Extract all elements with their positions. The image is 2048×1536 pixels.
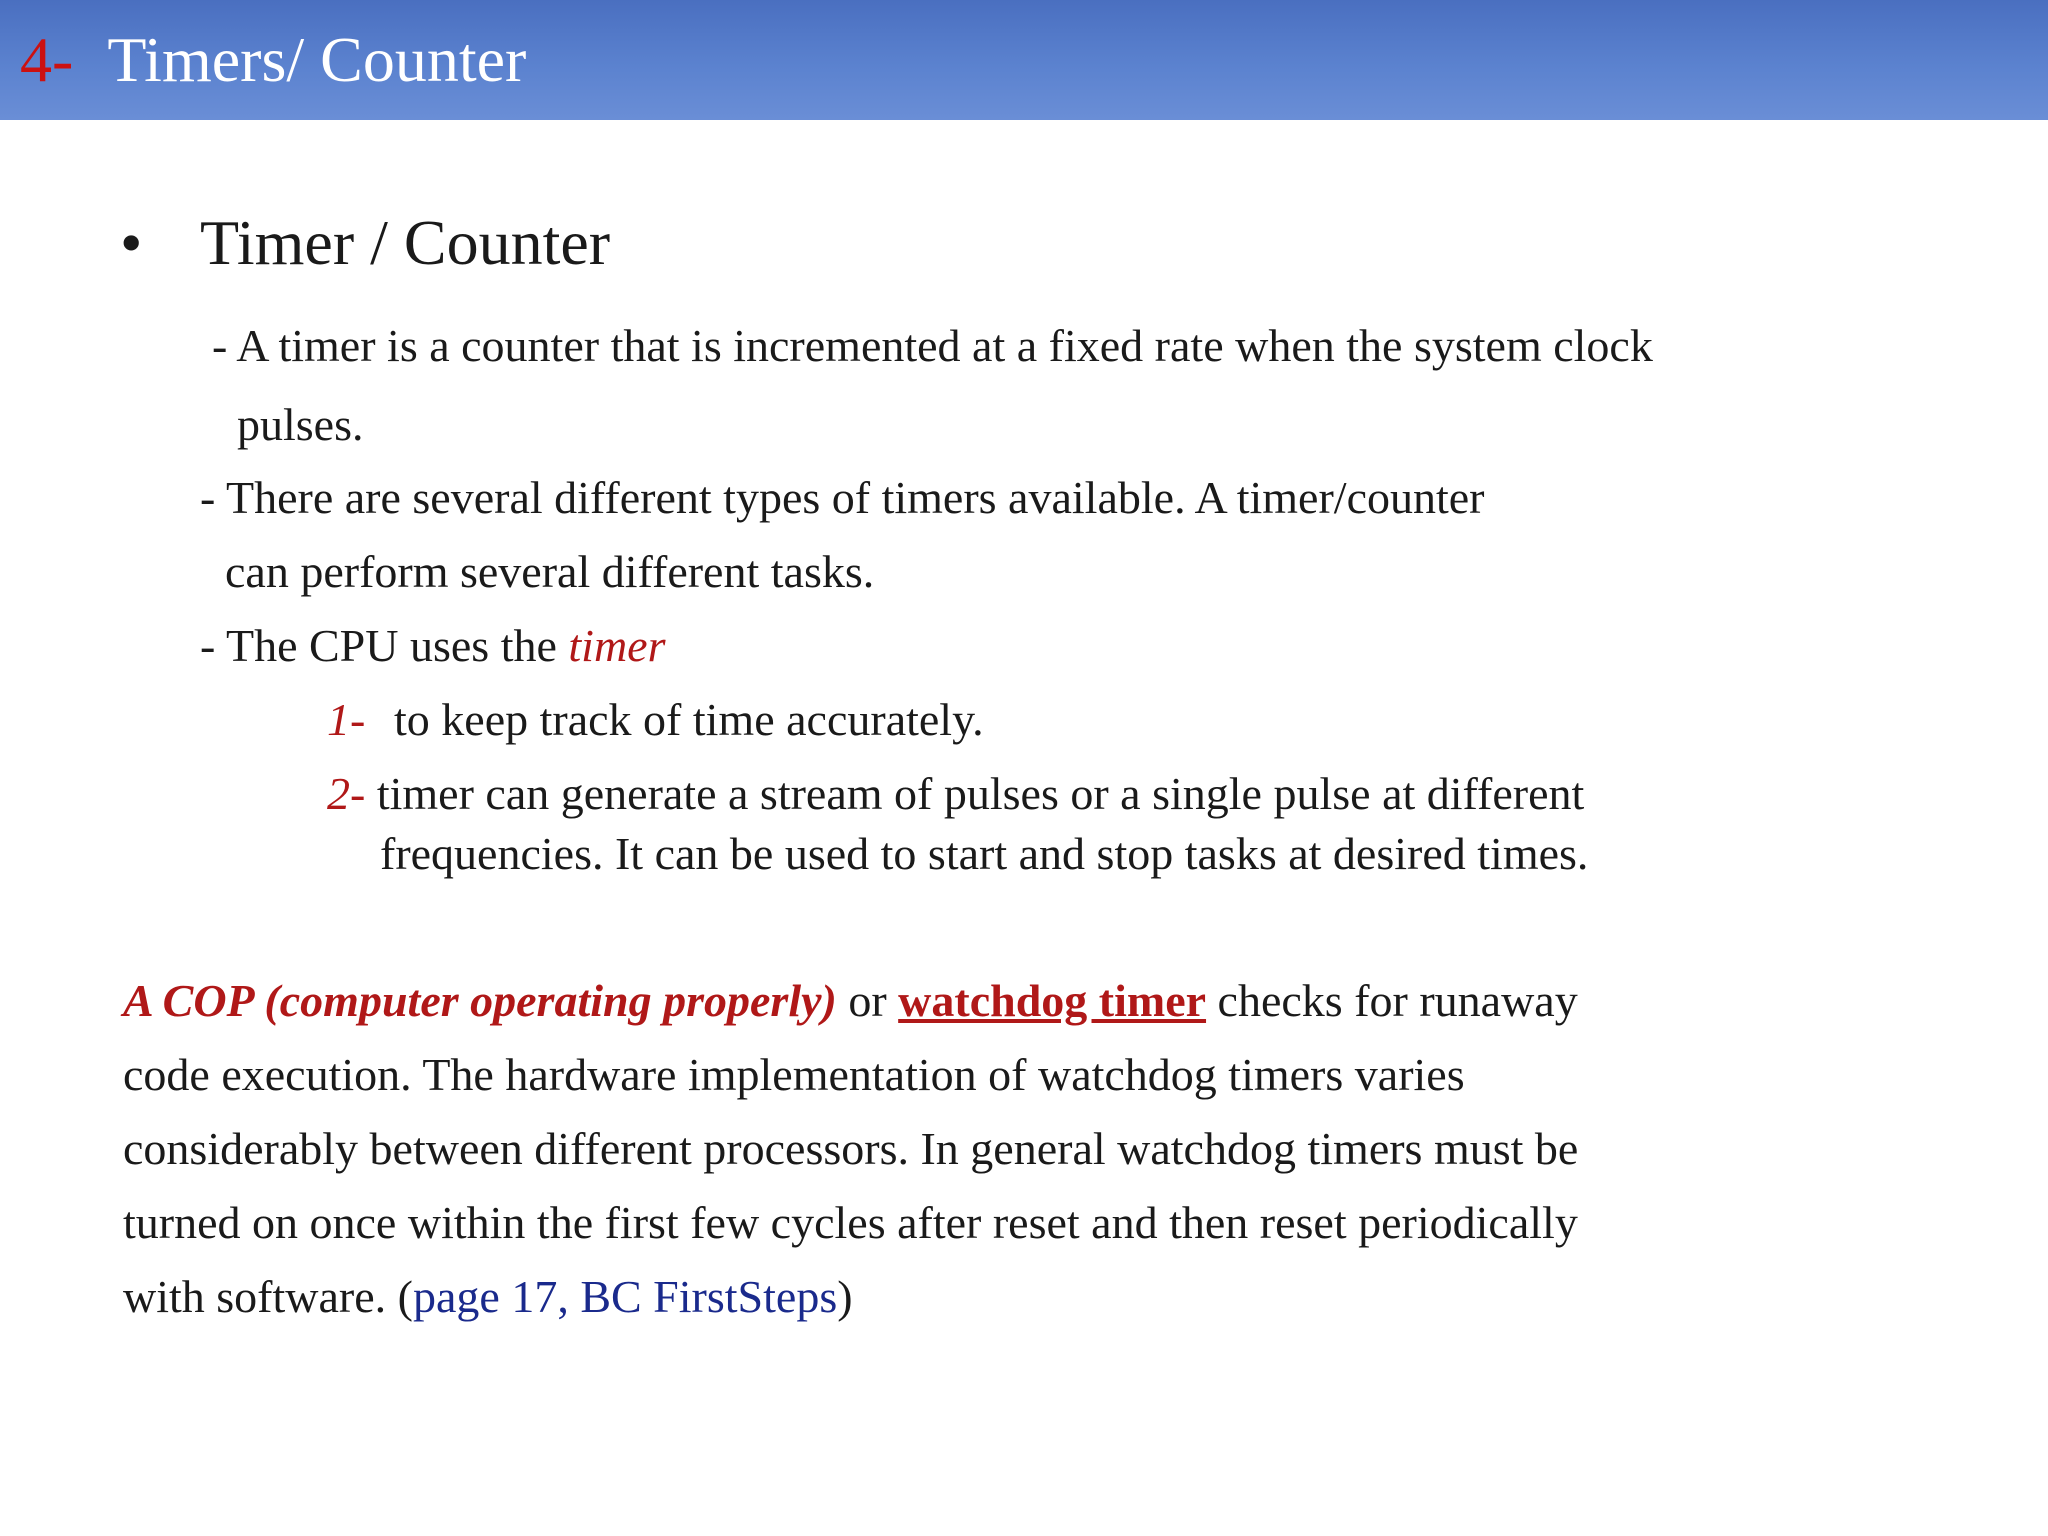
- watchdog-line-5: [123, 1269, 853, 1325]
- bullet-heading: [120, 205, 610, 281]
- point-1-line-2: pulses.: [237, 399, 364, 450]
- point-3-emphasis: timer: [568, 620, 666, 671]
- slide-title: [20, 22, 526, 98]
- or-word: or: [836, 975, 899, 1026]
- point-3-prefix: - The CPU uses the: [200, 620, 569, 671]
- sub-item-2-line-1: [327, 766, 1584, 822]
- watchdog-line-5-suffix: ): [837, 1271, 853, 1322]
- point-2-line-2: can perform several different tasks.: [225, 546, 875, 597]
- watchdog-line-1-rest: checks for runaway: [1206, 975, 1578, 1026]
- title-text: Timers/ Counter: [107, 24, 527, 95]
- sub-item-2-line-2: frequencies. It can be used to start and stop tasks at desired times.: [380, 828, 1589, 879]
- reference-text: page 17, BC FirstSteps: [412, 1271, 838, 1322]
- sub-item-2-number: 2-: [327, 768, 366, 819]
- watchdog-timer-term: watchdog timer: [898, 975, 1207, 1026]
- watchdog-line-5-prefix: with software. (: [123, 1271, 413, 1322]
- sub-item-1: [327, 692, 984, 748]
- sub-item-2-text: timer can generate a stream of pulses or a single pulse at different: [365, 768, 1585, 819]
- sub-item-1-number: 1-: [327, 694, 366, 745]
- point-1-line-1: - A timer is a counter that is incremented at a fixed rate when the system clock: [212, 320, 1653, 371]
- watchdog-line-2: code execution. The hardware implementation of watchdog timers varies: [123, 1049, 1465, 1100]
- watchdog-line-3: considerably between different processors. In general watchdog timers must be: [123, 1123, 1579, 1174]
- point-3: [200, 618, 666, 674]
- point-2-line-1: - There are several different types of timers available. A timer/counter: [200, 472, 1485, 523]
- bullet-heading-text: Timer / Counter: [200, 207, 611, 278]
- sub-item-1-text: to keep track of time accurately.: [394, 694, 984, 745]
- cop-term: A COP (computer operating properly): [123, 975, 837, 1026]
- section-number: 4-: [20, 24, 74, 95]
- watchdog-line-1: [123, 973, 1578, 1029]
- bullet-marker: •: [120, 207, 143, 278]
- title-bar: [0, 0, 2048, 120]
- watchdog-line-4: turned on once within the first few cycles after reset and then reset periodically: [123, 1197, 1578, 1248]
